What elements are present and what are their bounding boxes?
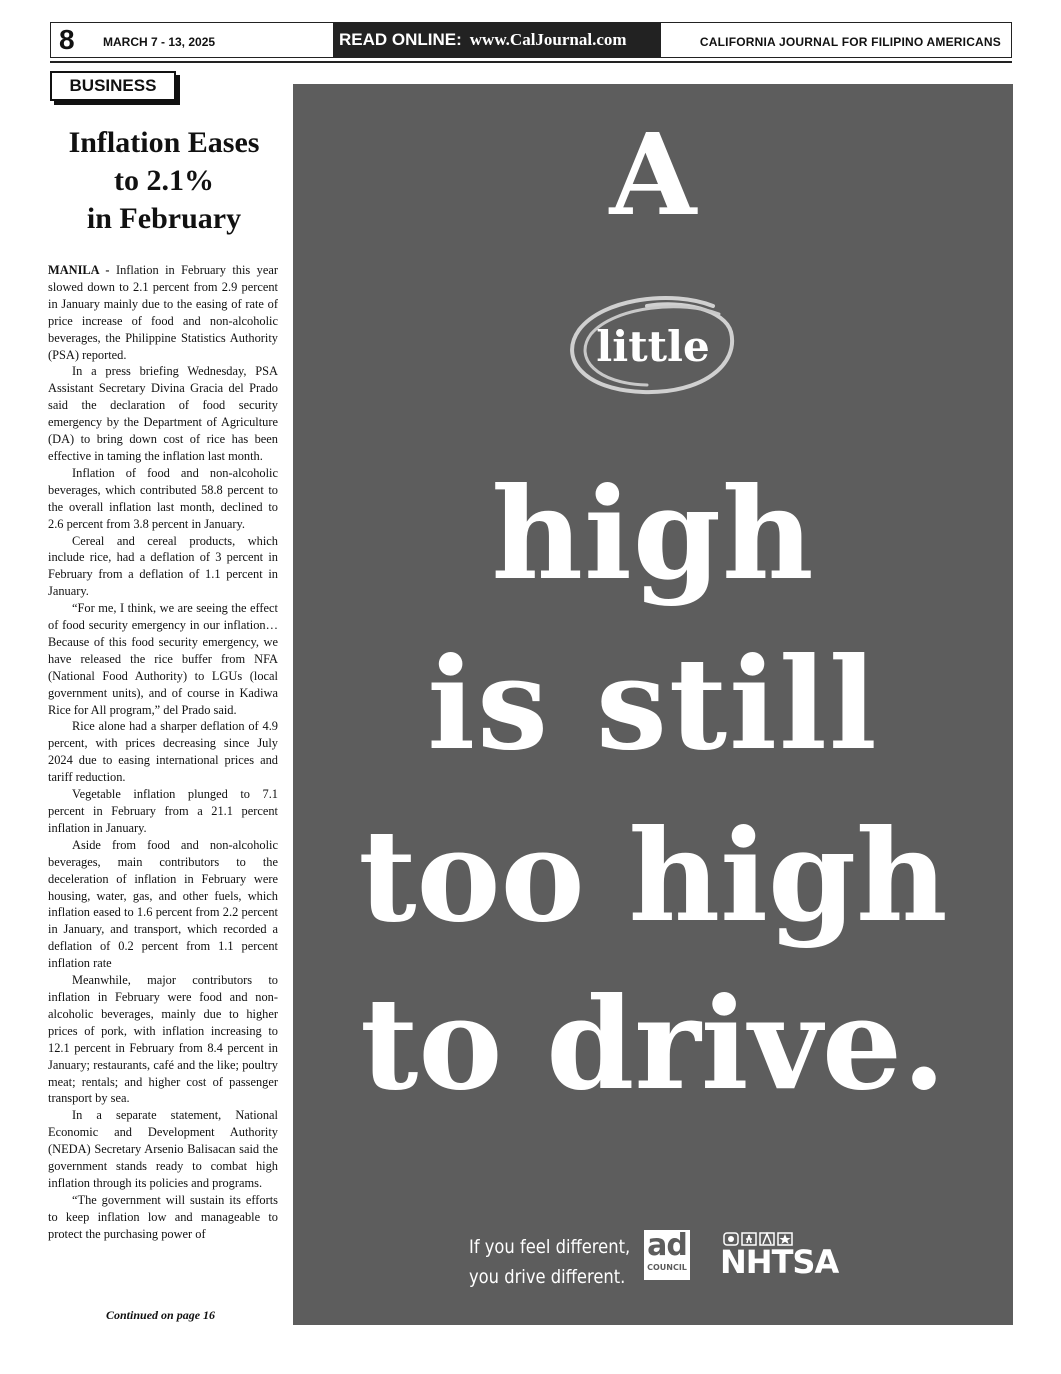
ad-line-a: A (609, 110, 697, 241)
read-online-url[interactable]: www.CalJournal.com (469, 30, 627, 49)
continued-note[interactable]: Continued on page 16 (106, 1308, 216, 1322)
headline-line: in February (86, 202, 242, 235)
article-paragraph: Meanwhile, major contributors to inflation in February were food and non-alcoholic beverages, mainly due to higher prices of pork, with inflation increasing to 12.1 percent in February from 8.4 percent in January; restaurants, café and the like; poultry meat; rentals; and higher cost of passenger transport by sea. (48, 973, 278, 1106)
ad-line-high: high (491, 460, 815, 608)
article-paragraph: Vegetable inflation plunged to 7.1 percent in February from a 21.1 percent inflation in January. (48, 787, 278, 835)
article-paragraph: “For me, I think, we are seeing the effect of food security emergency in our inflation… Because of this food security emergency, we have released the rice buffer from NFA (National Food Authority) to LGUs (local government units), and of course in Kadiwa Rice for All program,” del Prado said. (48, 601, 278, 717)
ad-tagline (469, 1232, 630, 1292)
article-paragraph: “The government will sustain its efforts to keep inflation low and manageable to protect the purchasing power of (48, 1192, 278, 1241)
nhtsa-logo: NHTSA (720, 1243, 839, 1281)
section-label: BUSINESS (50, 71, 176, 101)
read-online-label: READ ONLINE: (339, 30, 462, 49)
publication-name: CALIFORNIA JOURNAL FOR FILIPINO AMERICANS (699, 35, 1001, 49)
read-online-banner[interactable] (333, 22, 661, 58)
article-paragraph: MANILA - Inflation in February this year slowed down to 2.1 percent from 2.9 percent in January mainly due to the easing of rate of price increase of food and non-alcoholic beverages, the Philippine Statistics Authority (PSA) reported. (48, 263, 278, 362)
page-number: 8 (59, 24, 75, 55)
page-header (50, 22, 1012, 58)
headline-line: Inflation Eases (68, 126, 260, 159)
psa-advertisement (293, 84, 1013, 1325)
header-rule (50, 61, 1012, 63)
ad-council-logo: ad COUNCIL (644, 1230, 690, 1280)
tagline-line: If you feel different, (469, 1236, 631, 1258)
ad-line-to-drive: to drive. (360, 970, 946, 1118)
article-body (48, 262, 278, 1243)
article-paragraph: Aside from food and non-alcoholic beverages, main contributors to the deceleration of inflation in February were housing, water, gas, and other fuels, which inflation eased to 1.6 percent from 2.2 percent in January, and transport, which recorded a deflation of 0.2 percent from 1.1 percent inflation rate (48, 837, 278, 971)
article-dateline: MANILA - (48, 263, 110, 277)
issue-date: MARCH 7 - 13, 2025 (103, 35, 216, 49)
headline-line: to 2.1% (114, 164, 214, 197)
tagline-line: you drive different. (469, 1266, 626, 1288)
article-paragraph: Cereal and cereal products, which include rice, had a deflation of 3 percent in February from a deflation of 1.1 percent in January. (48, 533, 278, 599)
article-paragraph: Inflation of food and non-alcoholic beverages, which contributed 58.8 percent to the overall inflation last month, declined to 2.6 percent from 3.8 percent in January. (48, 465, 278, 531)
article-paragraph: Rice alone had a sharper deflation of 4.9 percent, with prices decreasing since July 2024 due to easing international prices and tariff reduction. (48, 719, 278, 785)
article-paragraph: In a press briefing Wednesday, PSA Assistant Secretary Divina Gracia del Prado said the declaration of food security emergency by the Department of Agriculture (DA) to bring down cost of rice has been effective in taming the inflation last month. (48, 364, 278, 463)
ad-line-too-high: too high (358, 802, 948, 950)
article-headline (48, 124, 280, 238)
article-paragraph: In a separate statement, National Economic and Development Authority (NEDA) Secretary Arsenio Balisacan said the government stands ready to combat high inflation through its policies and programs. (48, 1108, 278, 1190)
ad-line-little: little (596, 322, 710, 371)
ad-line-is-still: is still (427, 630, 879, 778)
